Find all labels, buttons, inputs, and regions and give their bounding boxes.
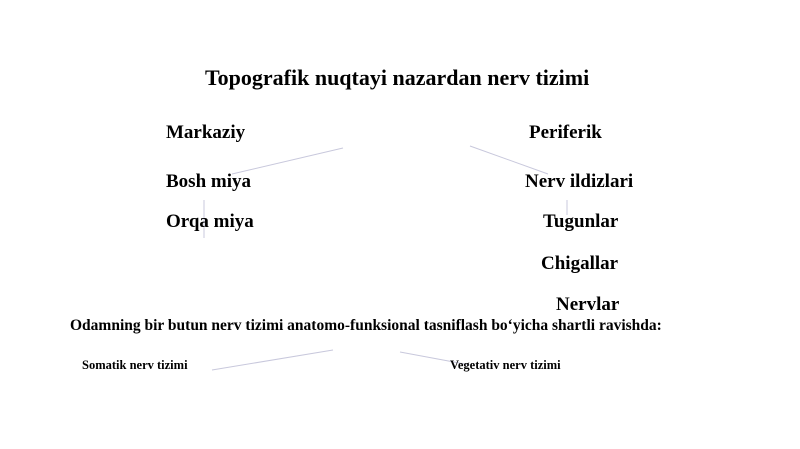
page-title: Topografik nuqtayi nazardan nerv tizimi <box>205 65 590 90</box>
item-bosh-miya: Bosh miya <box>166 171 251 192</box>
connector-somatik <box>212 350 333 370</box>
heading-periferik: Periferik <box>529 122 602 143</box>
item-tugunlar: Tugunlar <box>543 211 619 232</box>
connector-periferik-nerv-ildizlari <box>470 146 548 174</box>
heading-markaziy: Markaziy <box>166 122 246 143</box>
item-orqa-miya: Orqa miya <box>166 211 254 232</box>
item-vegetativ: Vegetativ nerv tizimi <box>450 358 561 372</box>
item-somatik: Somatik nerv tizimi <box>82 358 188 372</box>
item-chigallar: Chigallar <box>541 253 619 274</box>
classification-text: Odamning bir butun nerv tizimi anatomo-funksional tasniflash bo‘yicha shartli ravishda: <box>70 317 662 334</box>
item-nervlar: Nervlar <box>556 294 620 315</box>
item-nerv-ildizlari: Nerv ildizlari <box>525 171 634 192</box>
